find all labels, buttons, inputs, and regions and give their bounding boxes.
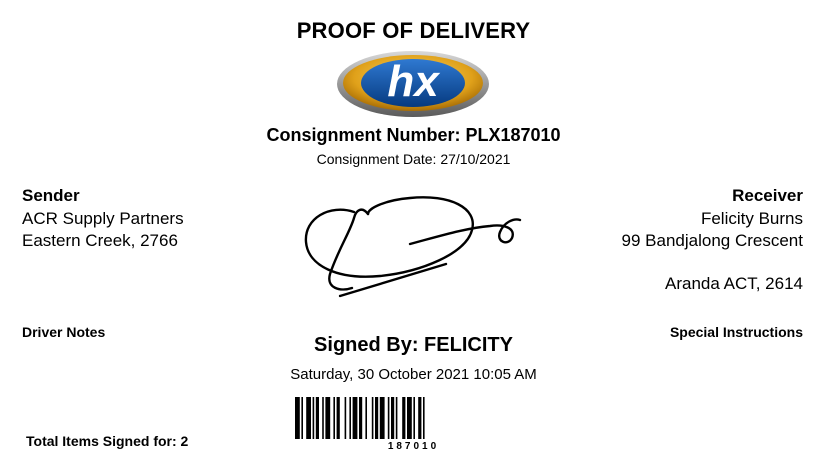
barcode-bar xyxy=(396,397,398,439)
logo-text: hx xyxy=(387,57,439,106)
sender-name: ACR Supply Partners xyxy=(22,209,184,228)
barcode-bar xyxy=(372,397,374,439)
barcode-bar xyxy=(380,397,385,439)
barcode-bar xyxy=(322,397,324,439)
barcode-bar xyxy=(345,397,347,439)
company-logo xyxy=(336,46,490,118)
barcode-bar xyxy=(301,397,303,439)
total-items-signed: Total Items Signed for: 2 xyxy=(26,433,189,449)
sender-address: Eastern Creek, 2766 xyxy=(22,231,178,250)
barcode-bar xyxy=(333,397,335,439)
barcode-bar xyxy=(306,397,311,439)
receiver-name: Felicity Burns xyxy=(700,209,803,228)
barcode-bar xyxy=(365,397,367,439)
sender-heading: Sender xyxy=(22,186,80,205)
special-instructions-label: Special Instructions xyxy=(669,324,803,340)
page-title: PROOF OF DELIVERY xyxy=(296,18,531,43)
barcode-bar xyxy=(375,397,378,439)
barcode-number: 187010 xyxy=(387,441,440,452)
signature-image xyxy=(290,184,530,300)
barcode-bar xyxy=(413,397,415,439)
barcode-bar xyxy=(423,397,425,439)
barcode-bar xyxy=(295,397,300,439)
driver-notes-label: Driver Notes xyxy=(22,324,106,340)
consignment-number: Consignment Number: PLX187010 xyxy=(266,125,561,145)
receiver-heading: Receiver xyxy=(732,186,803,205)
barcode-bar xyxy=(388,397,390,439)
barcode-bar xyxy=(337,397,340,439)
barcode-bar xyxy=(402,397,405,439)
barcode-bar xyxy=(325,397,330,439)
barcode-bar xyxy=(313,397,315,439)
barcode-bar xyxy=(418,397,421,439)
signed-date: Saturday, 30 October 2021 10:05 AM xyxy=(290,366,537,383)
receiver-street: 99 Bandjalong Crescent xyxy=(621,231,803,250)
barcode-bar xyxy=(316,397,319,439)
barcode-bar xyxy=(407,397,412,439)
consignment-date: Consignment Date: 27/10/2021 xyxy=(316,151,511,167)
receiver-city: Aranda ACT, 2614 xyxy=(665,274,803,293)
barcode-bar xyxy=(353,397,358,439)
barcode-bar xyxy=(359,397,362,439)
barcode xyxy=(293,397,533,439)
signed-by: Signed By: FELICITY xyxy=(314,334,513,356)
barcode-bar xyxy=(391,397,394,439)
barcode-bar xyxy=(349,397,351,439)
